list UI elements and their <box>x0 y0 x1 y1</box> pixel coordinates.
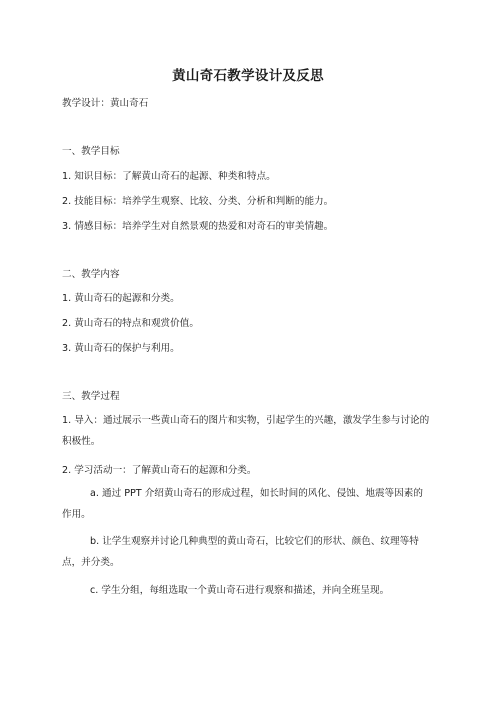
list-item: 1. 知识目标：了解黄山奇石的起源、种类和特点。 <box>62 171 276 182</box>
list-item: 2. 技能目标：培养学生观察、比较、分类、分析和判断的能力。 <box>62 196 334 207</box>
section-heading-process: 三、教学过程 <box>62 391 120 402</box>
list-item: 3. 情感目标：培养学生对自然景观的热爱和对奇石的审美情趣。 <box>62 221 334 232</box>
list-subitem: a. 通过 PPT 介绍黄山奇石的形成过程，如长时间的风化、侵蚀、地震等因素的作用。 <box>62 488 423 520</box>
document-title: 黄山奇石教学设计及反思 <box>172 68 324 84</box>
document-subtitle: 教学设计：黄山奇石 <box>62 98 149 109</box>
list-item: 3. 黄山奇石的保护与利用。 <box>62 343 180 354</box>
list-subitem: c. 学生分组，每组选取一个黄山奇石进行观察和描述，并向全班呈现。 <box>90 585 390 596</box>
list-subitem: b. 让学生观察并讨论几种典型的黄山奇石，比较它们的形状、颜色、纹理等特点，并分类。 <box>62 536 419 568</box>
section-heading-objectives: 一、教学目标 <box>62 146 120 157</box>
list-item: 1. 黄山奇石的起源和分类。 <box>62 293 180 304</box>
list-item: 2. 学习活动一：了解黄山奇石的起源和分类。 <box>62 465 257 476</box>
section-heading-content: 二、教学内容 <box>62 269 120 280</box>
list-item: 2. 黄山奇石的特点和观赏价值。 <box>62 318 199 329</box>
list-item: 1. 导入：通过展示一些黄山奇石的图片和实物，引起学生的兴趣，激发学生参与讨论的积极性。 <box>62 415 430 447</box>
